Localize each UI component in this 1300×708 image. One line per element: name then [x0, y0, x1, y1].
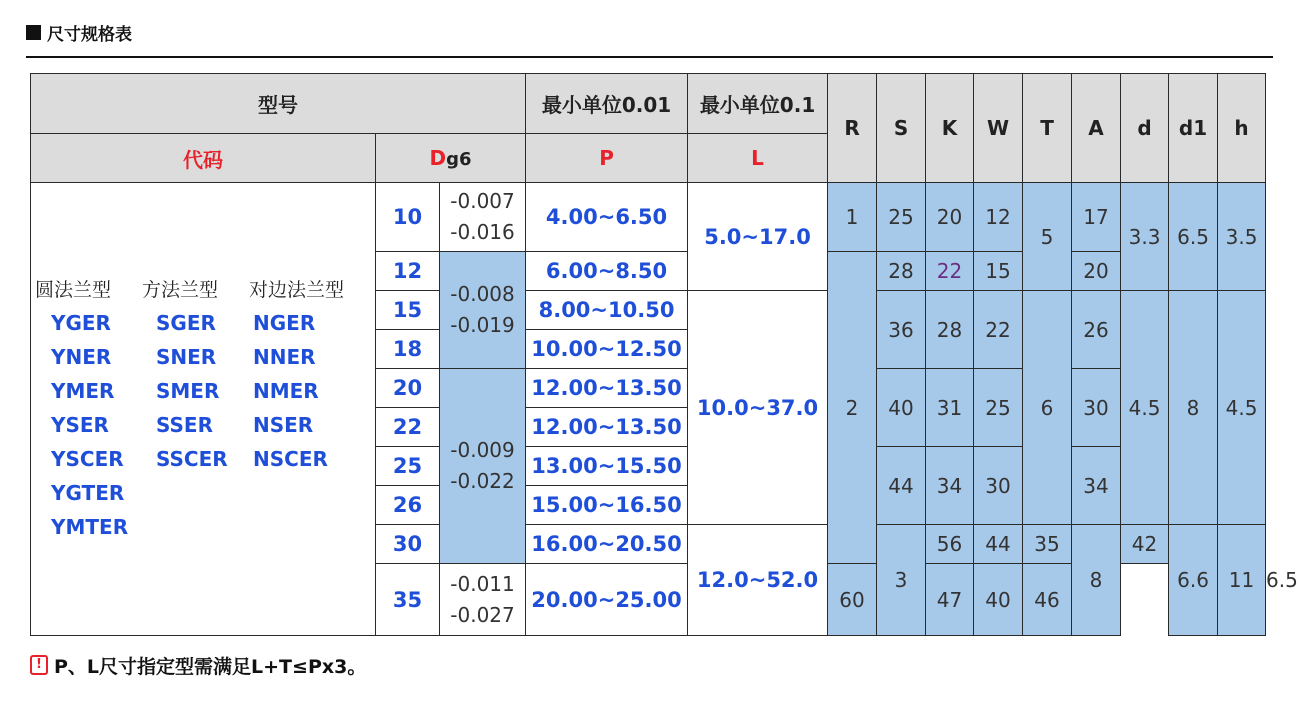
r-value: 3: [877, 525, 926, 636]
d-value: 35: [376, 564, 440, 636]
footnote-text: P、L尺寸指定型需满足L+T≤Px3。: [54, 655, 367, 678]
w-value: 25: [974, 369, 1023, 447]
model-code: YSER: [51, 413, 109, 437]
model-code: SSCER: [156, 447, 228, 471]
model-code: NMER: [253, 379, 319, 403]
dd-value: 6.6: [1169, 525, 1218, 636]
header-model: 型号: [31, 74, 526, 134]
model-code: YMTER: [51, 515, 129, 539]
l-range: 10.0~37.0: [688, 291, 828, 525]
model-code: NNER: [253, 345, 316, 369]
dd-value: 3.3: [1121, 183, 1169, 291]
type-label-round: 圆法兰型: [35, 279, 112, 301]
section-heading-text: 尺寸规格表: [47, 24, 132, 45]
s-value: 56: [926, 525, 974, 564]
d1-value: 11: [1218, 525, 1266, 636]
tolerance-upper: -0.007: [450, 189, 515, 213]
p-range: 12.00~13.50: [526, 369, 688, 408]
a-value: 26: [1072, 291, 1121, 369]
tolerance-cell: [440, 369, 526, 564]
tolerance-cell: [440, 252, 526, 369]
tolerance-lower: -0.027: [450, 602, 515, 627]
model-code: YGER: [51, 311, 111, 335]
d-value: 25: [376, 447, 440, 486]
model-code: NSCER: [253, 447, 328, 471]
header-code: 代码: [31, 134, 376, 183]
header-P: P: [526, 134, 688, 183]
header-L: L: [688, 134, 828, 183]
a-value: 17: [1072, 183, 1121, 252]
tolerance-cell: [440, 183, 526, 252]
header-D: [376, 134, 526, 183]
model-code: NSER: [253, 413, 314, 437]
d-value: 26: [376, 486, 440, 525]
k-value: 20: [926, 183, 974, 252]
model-code: YSCER: [51, 447, 124, 471]
type-label-square: 方法兰型: [142, 279, 219, 301]
w-value: 12: [974, 183, 1023, 252]
model-code: YNER: [51, 345, 112, 369]
model-codes-cell: [31, 183, 376, 636]
t-value: 5: [1023, 183, 1072, 291]
tolerance-upper: -0.009: [450, 438, 515, 462]
k-value: 34: [926, 447, 974, 525]
k-value: 47: [926, 564, 974, 636]
p-range: 15.00~16.50: [526, 486, 688, 525]
k-value: 44: [974, 525, 1023, 564]
model-code: SNER: [156, 345, 217, 369]
s-value: 28: [877, 252, 926, 291]
p-range: 4.00~6.50: [526, 183, 688, 252]
header-K: K: [926, 74, 974, 183]
r-value: 1: [828, 183, 877, 252]
header-A: A: [1072, 74, 1121, 183]
w-value: 35: [1023, 525, 1072, 564]
model-code: SMER: [156, 379, 220, 403]
tolerance-lower: -0.022: [450, 469, 515, 493]
k-value: 28: [926, 291, 974, 369]
section-heading: [26, 18, 132, 46]
a-value: 34: [1072, 447, 1121, 525]
model-code: YMER: [51, 379, 115, 403]
d-value: 18: [376, 330, 440, 369]
a-value: 20: [1072, 252, 1121, 291]
s-value: 44: [877, 447, 926, 525]
header-R: R: [828, 74, 877, 183]
model-code: SGER: [156, 311, 216, 335]
d-value: 30: [376, 525, 440, 564]
l-range: 12.0~52.0: [688, 525, 828, 636]
tolerance-lower: -0.016: [450, 220, 515, 244]
d1-value: 6.5: [1169, 183, 1218, 291]
header-l-unit: 最小单位0.1: [688, 74, 828, 134]
w-value: 40: [974, 564, 1023, 636]
p-range: 12.00~13.50: [526, 408, 688, 447]
header-D-main: D: [429, 146, 447, 170]
a-value: 46: [1023, 564, 1072, 636]
tolerance-cell: [440, 564, 526, 636]
tolerance-upper: -0.008: [450, 282, 515, 306]
r-value: 2: [828, 252, 877, 564]
p-range: 8.00~10.50: [526, 291, 688, 330]
header-W: W: [974, 74, 1023, 183]
spec-table: 型号 最小单位0.01 最小单位0.1 R S K W T A d d1 h 代码 Dg6 P L 圆法兰型 方法兰型 对边法兰型 YGER SGER NGER YNER SNER NNER YMER SMER NMER YSER SSER NSER YSCER SSCER NSCER YGTER YMTER 10 -0.007 -0.016 4.00~6.50 5.0~17.0 1 25 20 12 5 17 3.3 6.5 3.5 12 -0.008 -0.019 6.00~8.50 2 28 22 15 20 15 8.00~10.50 10.0~37.0 36 28 22 6 26 4.5 8 4.5 18 10.00~12.50 20 -0.009 -0.022 12.00~13.50 40 31 25 30 22 12.00~13.50 25 13.00~15.50 44 34 30 34 26 15.00~16.50 30 16.00~20.50 12.0~52.0 3 56 44 35 8 42 6.6 11 6.5 35 -0.011 -0.027 20.00~25.00 60 47 40 46: [30, 73, 1266, 636]
header-p-unit: 最小单位0.01: [526, 74, 688, 134]
tolerance-upper: -0.011: [450, 571, 515, 596]
l-range: 5.0~17.0: [688, 183, 828, 291]
d-value: 22: [376, 408, 440, 447]
header-d1: d1: [1169, 74, 1218, 183]
s-value: 36: [877, 291, 926, 369]
header-h: h: [1218, 74, 1266, 183]
model-code: SSER: [156, 413, 213, 437]
d-value: 15: [376, 291, 440, 330]
p-range: 10.00~12.50: [526, 330, 688, 369]
w-value: 15: [974, 252, 1023, 291]
header-D-sub: g6: [446, 149, 472, 170]
a-value: 42: [1121, 525, 1169, 564]
heading-divider: [26, 56, 1273, 58]
p-range: 6.00~8.50: [526, 252, 688, 291]
p-range: 16.00~20.50: [526, 525, 688, 564]
w-value: 22: [974, 291, 1023, 369]
type-label-opposite: 对边法兰型: [249, 279, 345, 301]
h-value: 4.5: [1218, 291, 1266, 525]
h-value: 3.5: [1218, 183, 1266, 291]
d-value: 10: [376, 183, 440, 252]
dd-value: 4.5: [1121, 291, 1169, 525]
s-value: 40: [877, 369, 926, 447]
p-range: 20.00~25.00: [526, 564, 688, 636]
k-value: 22: [926, 252, 974, 291]
d-value: 20: [376, 369, 440, 408]
header-T: T: [1023, 74, 1072, 183]
model-code: YGTER: [51, 481, 125, 505]
exclamation-icon: !: [30, 655, 48, 675]
model-code: NGER: [253, 311, 316, 335]
a-value: 30: [1072, 369, 1121, 447]
header-S: S: [877, 74, 926, 183]
model-codes-grid: [35, 274, 375, 544]
s-value: 60: [828, 564, 877, 636]
k-value: 31: [926, 369, 974, 447]
p-range: 13.00~15.50: [526, 447, 688, 486]
t-value: 6: [1023, 291, 1072, 525]
header-d: d: [1121, 74, 1169, 183]
footnote: [30, 650, 366, 680]
w-value: 30: [974, 447, 1023, 525]
t-value: 8: [1072, 525, 1121, 636]
square-bullet-icon: [26, 25, 41, 40]
tolerance-lower: -0.019: [450, 313, 515, 337]
d1-value: 8: [1169, 291, 1218, 525]
d-value: 12: [376, 252, 440, 291]
s-value: 25: [877, 183, 926, 252]
